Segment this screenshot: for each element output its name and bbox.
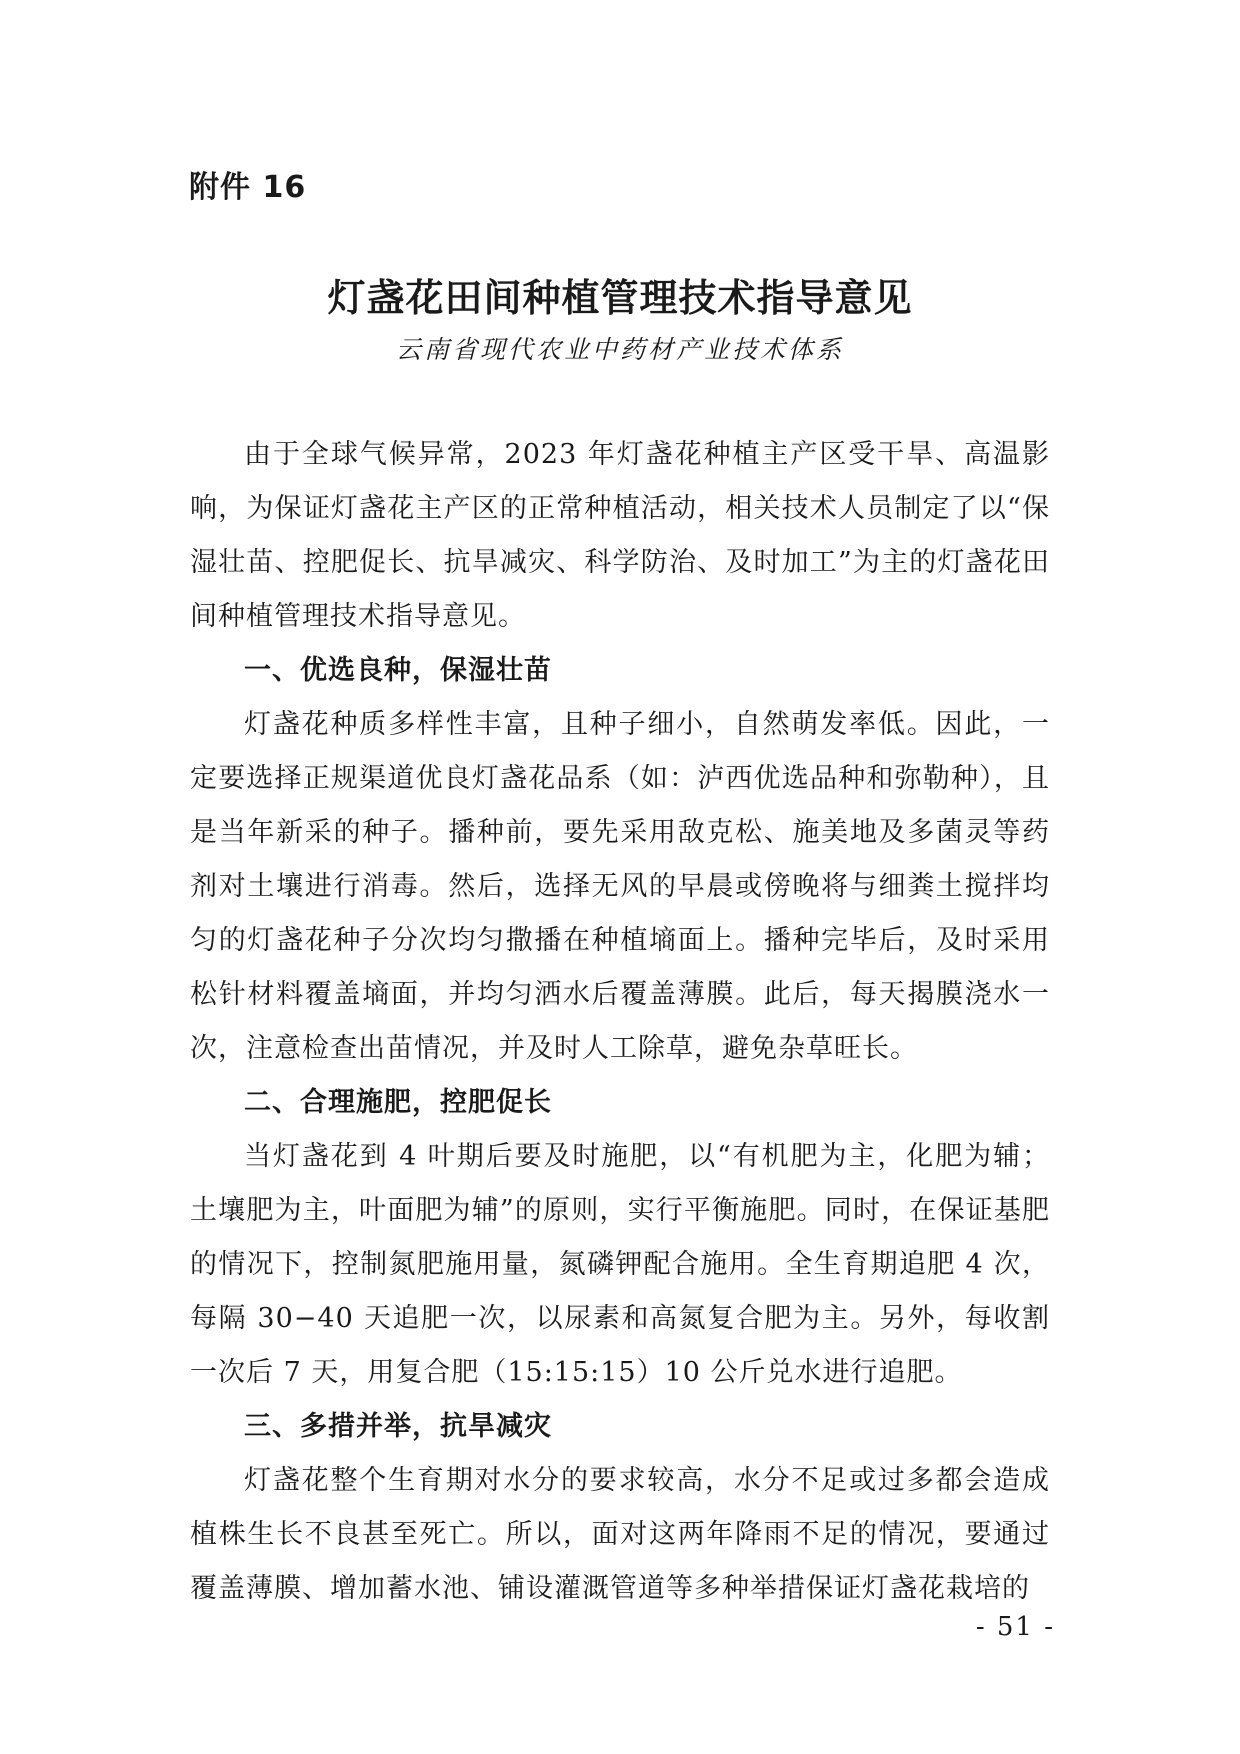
- attachment-label: 附件 16: [189, 170, 307, 205]
- section-heading-3: 三、多措并举，抗旱减灾: [244, 1411, 552, 1442]
- section-paragraph-1: 灯盏花种质多样性丰富，且种子细小，自然萌发率低。因此，一定要选择正规渠道优良灯盏花品系（如：泸西优选品种和弥勒种），且是当年新采的种子。播种前，要先采用敌克松、施美地及多菌灵等药剂对土壤进行消毒。然后，选择无风的早晨或傍晚将与细粪土搅拌均匀的灯盏花种子分次均匀撒播在种植墒面上。播种完毕后，及时采用松针材料覆盖墒面，并均匀洒水后覆盖薄膜。此后，每天揭膜浇水一次，注意检查出苗情况，并及时人工除草，避免杂草旺长。: [190, 709, 1050, 1064]
- section-heading-2: 二、合理施肥，控肥促长: [244, 1087, 552, 1118]
- intro-paragraph: 由于全球气候异常，2023 年灯盏花种植主产区受干旱、高温影响，为保证灯盏花主产区的正常种植活动，相关技术人员制定了以“保湿壮苗、控肥促长、抗旱减灾、科学防治、及时加工”为主的灯盏花田间种植管理技术指导意见。: [190, 439, 1050, 632]
- page-number: - 51 -: [975, 1612, 1055, 1642]
- document-subtitle: 云南省现代农业中药材产业技术体系: [395, 335, 844, 364]
- section-paragraph-3: 灯盏花整个生育期对水分的要求较高，水分不足或过多都会造成植株生长不良甚至死亡。所以，面对这两年降雨不足的情况，要通过覆盖薄膜、增加蓄水池、铺设灌溉管道等多种举措保证灯盏花栽培的: [190, 1465, 1050, 1604]
- document-title: 灯盏花田间种植管理技术指导意见: [327, 275, 913, 320]
- section-paragraph-2: 当灯盏花到 4 叶期后要及时施肥，以“有机肥为主，化肥为辅；土壤肥为主，叶面肥为辅”的原则，实行平衡施肥。同时，在保证基肥的情况下，控制氮肥施用量，氮磷钾配合施用。全生育期追肥 4 次，每隔 30−40 天追肥一次，以尿素和高氮复合肥为主。另外，每收割一次后 7 天，用复合肥（15:15:15）10 公斤兑水进行追肥。: [190, 1141, 1050, 1388]
- section-heading-1: 一、优选良种，保湿壮苗: [244, 655, 552, 686]
- document-body: [190, 428, 1050, 1616]
